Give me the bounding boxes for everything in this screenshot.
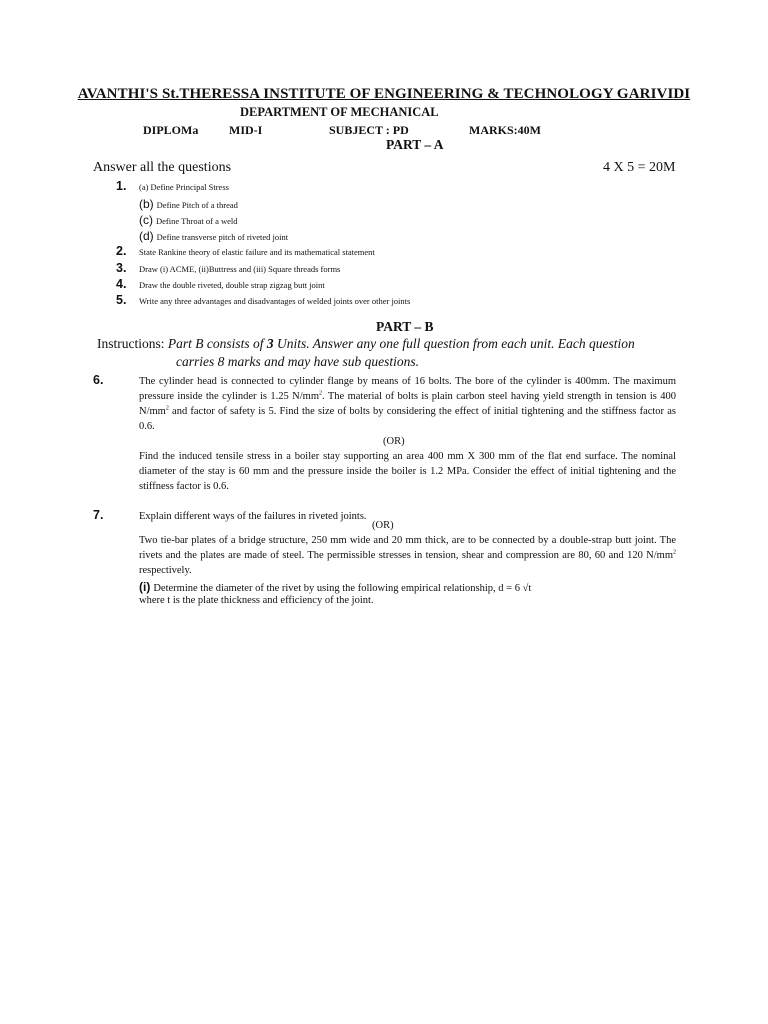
q7-sub-i [139, 580, 531, 594]
subject-label: SUBJECT : PD [329, 123, 409, 137]
part-b-instructions: Instructions: Part B consists of 3 Units. Answer any one full question from each unit. Each question carries 8 marks and may have sub questions. [97, 336, 635, 369]
q3-number: 3. [116, 261, 127, 275]
q6-or: (OR) [383, 436, 405, 447]
q4-text: Draw the double riveted, double strap zigzag butt joint [139, 280, 325, 290]
q1-c-label: (c) [139, 213, 153, 227]
q6-question-a: The cylinder head is connected to cylinder flange by means of 16 bolts. The bore of the cylinder is 400mm. The maximum pressure inside the cylinder is 1.25 $N/mm^2$. The material of bolts is plain carbon steel having yield strength in tension is 400 $N/mm^2$ and factor of safety is 5. Find the size of bolts by considering the effect of initial tightening and the stiffness factor as 0.6. [139, 376, 676, 432]
q1-c-text: Define Throat of a weld [156, 216, 238, 226]
instructions-label: Instructions: [97, 336, 168, 351]
q1-d-text: Define transverse pitch of riveted joint [156, 232, 289, 242]
q4-number: 4. [116, 277, 127, 291]
q7-number: 7. [93, 508, 104, 522]
q7-or: (OR) [372, 520, 394, 531]
q2-text: State Rankine theory of elastic failure and its mathematical statement [139, 247, 375, 257]
part-a-marks-scheme: 4 X 5 = 20M [603, 160, 676, 175]
course-label: DIPLOMa [143, 123, 199, 137]
q6-question-b: Find the induced tensile stress in a boiler stay supporting an area 400 mm X 300 mm of the flat end surface. The nominal diameter of the stay is 60 mm and the pressure inside the boiler is 1.2 MPa. Consider the effect of initial tightening and the stiffness factor is 0.6. [139, 451, 676, 492]
q7-question-b: Two tie-bar plates of a bridge structure, 250 mm wide and 20 mm thick, are to be connected by a double-strap butt joint. The rivets and the plates are made of steel. The permissible stresses in tension, shear and compression are 80, 60 and 120 $N/mm^2$ respectively. [139, 535, 676, 576]
q6-number: 6. [93, 373, 104, 387]
q1-d-item [139, 227, 288, 245]
q7-question-a: Explain different ways of the failures in riveted joints. [139, 511, 367, 522]
q1-a-text: (a) Define Principal Stress [139, 182, 229, 192]
marks-label: MARKS:40M [469, 123, 541, 137]
q1-b-text: Define Pitch of a thread [156, 200, 238, 210]
q1-d-label: (d) [139, 229, 154, 243]
q7-sub-i-text: Determine the diameter of the rivet by using the following empirical relationship, d = 6 √t [153, 583, 532, 594]
q5-number: 5. [116, 293, 127, 307]
part-a-instruction: Answer all the questions [93, 160, 232, 175]
part-b-heading: PART – B [376, 319, 434, 334]
q7-sub-i-continued: where t is the plate thickness and efficiency of the joint. [139, 595, 374, 606]
q1-b-label: (b) [139, 197, 154, 211]
q1-number: 1. [116, 179, 127, 193]
institute-title: AVANTHI'S St.THERESSA INSTITUTE OF ENGINEERING & TECHNOLOGY GARIVIDI [77, 86, 691, 102]
q5-text: Write any three advantages and disadvantages of welded joints over other joints [139, 296, 411, 306]
q2-number: 2. [116, 244, 127, 258]
q3-text: Draw (i) ACME, (ii)Buttress and (iii) Square threads forms [139, 264, 341, 274]
q7-sub-i-label: (i) [139, 580, 151, 594]
part-a-heading: PART – A [386, 137, 444, 152]
department-line: DEPARTMENT OF MECHANICAL [240, 105, 439, 119]
exam-label: MID-I [229, 123, 263, 137]
